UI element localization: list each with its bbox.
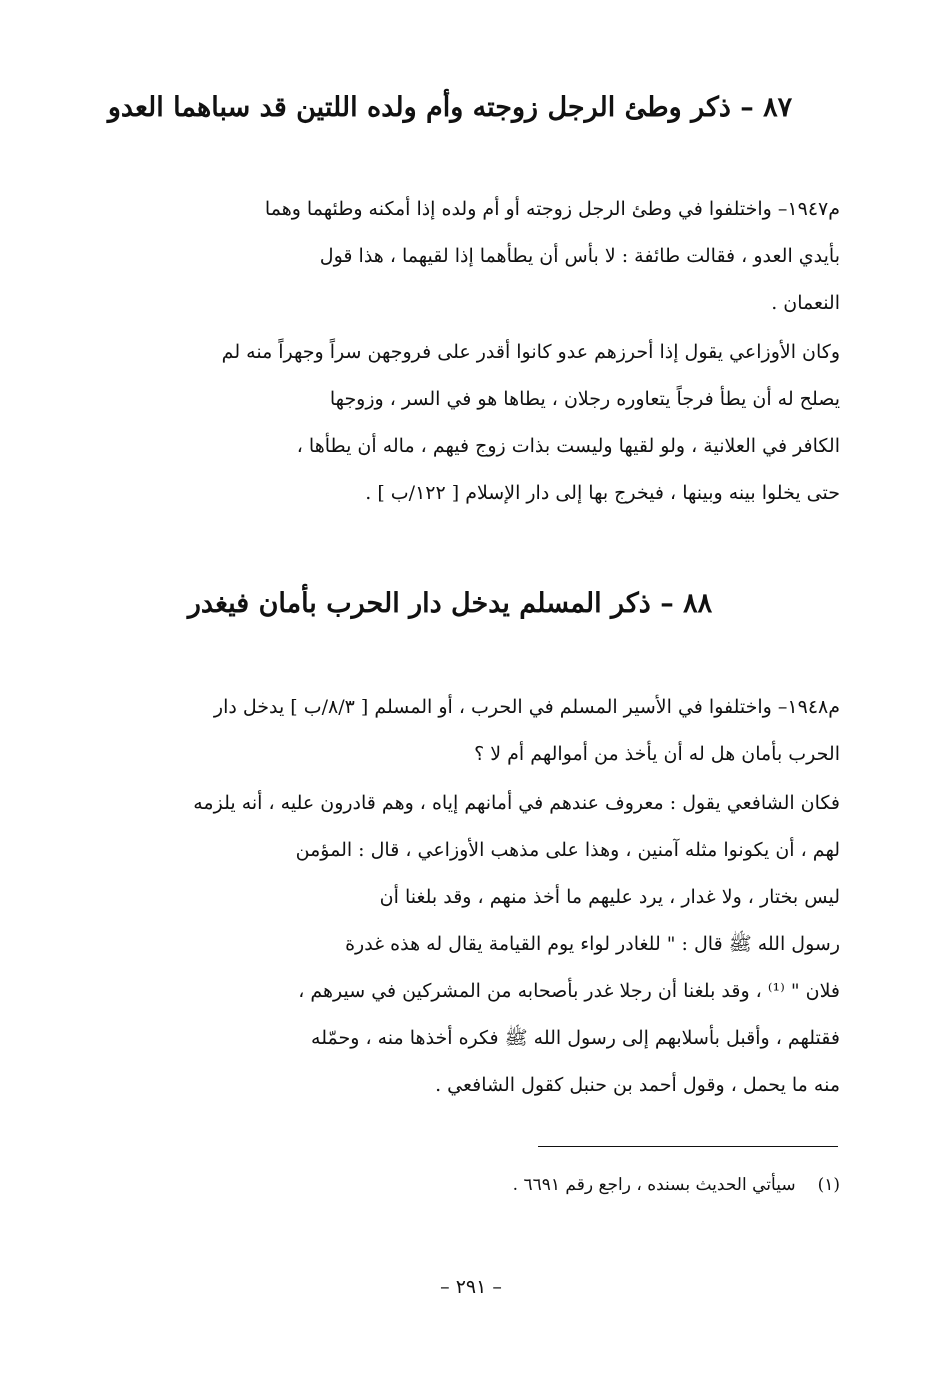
paragraph-line: فقتلهم ، وأقبل بأسلابهم إلى رسول الله ﷺ فكره أخذها منه ، وحمّله (311, 1027, 840, 1049)
entry-text: واختلفوا في الأسير المسلم في الحرب ، أو المسلم [ ٨/٣/ب ] يدخل دار (213, 696, 772, 718)
paragraph-line: لهم ، أن يكونوا مثله آمنين ، وهذا على مذهب الأوزاعي ، قال : المؤمن (295, 839, 840, 861)
page-number: – ٢٩١ – (440, 1276, 502, 1298)
paragraph-awzai (140, 329, 840, 517)
entry-number: م١٩٤٧– (777, 198, 840, 220)
entry-line: النعمان . (771, 292, 840, 314)
section-heading-87: ٨٧ – ذكر وطئ الرجل زوجته وأم ولده اللتين قد سباهما العدو (107, 92, 793, 123)
footnote-separator (538, 1146, 838, 1147)
paragraph-line: منه ما يحمل ، وقول أحمد بن حنبل كقول الشافعي . (435, 1074, 840, 1096)
entry-text: واختلفوا في وطئ الرجل زوجته أو أم ولده إذا أمكنه وطئهما وهما (264, 198, 772, 220)
footnote (400, 1172, 840, 1198)
paragraph-line: يصلح له أن يطأ فرجاً يتعاوره رجلان ، يطاها هو في السر ، وزوجها (329, 388, 840, 410)
paragraph-line: وكان الأوزاعي يقول إذا أحرزهم عدو كانوا أقدر على فروجهن سراً وجهراً منه لم (221, 341, 840, 363)
paragraph-line: حتى يخلوا بينه وبينها ، فيخرج بها إلى دار الإسلام [ ١٢٢/ب ] . (365, 482, 840, 504)
paragraph-line: فكان الشافعي يقول : معروف عندهم في أمانهم إياه ، وهم قادرون عليه ، أنه يلزمه (193, 792, 840, 814)
paragraph-line: الكافر في العلانية ، ولو لقيها وليست بذات زوج فيهم ، ماله أن يطأها ، (296, 435, 840, 457)
section-heading-88: ٨٨ – ذكر المسلم يدخل دار الحرب بأمان فيغدر (187, 588, 713, 619)
entry-line: بأيدي العدو ، فقالت طائفة : لا بأس أن يطأهما إذا لقيهما ، هذا قول (319, 245, 840, 267)
footnote-text: سيأتي الحديث بسنده ، راجع رقم ٦٦٩١ . (512, 1175, 796, 1195)
entry-line (140, 186, 840, 233)
paragraph-line: فلان " ⁽¹⁾ ، وقد بلغنا أن رجلا غدر بأصحابه من المشركين في سيرهم ، (298, 980, 840, 1002)
footnote-marker: (١) (817, 1175, 840, 1195)
entry-1948 (140, 684, 840, 778)
entry-line: الحرب بأمان هل له أن يأخذ من أموالهم أم لا ؟ (474, 743, 840, 765)
paragraph-shafii (140, 780, 840, 1109)
entry-1947 (140, 186, 840, 327)
paragraph-line: ليس بختار ، ولا غدار ، يرد عليهم ما أخذ منهم ، وقد بلغنا أن (379, 886, 840, 908)
entry-line (140, 684, 840, 731)
paragraph-line: رسول الله ﷺ قال : " للغادر لواء يوم القيامة يقال له هذه غدرة (345, 933, 840, 955)
entry-number: م١٩٤٨– (777, 696, 840, 718)
